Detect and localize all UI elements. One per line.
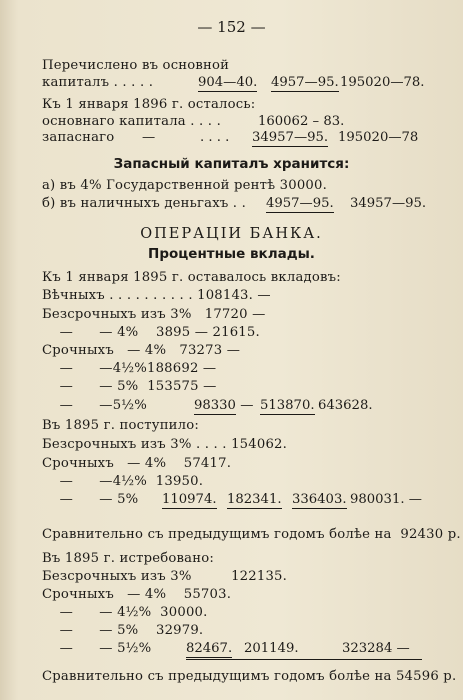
received-row: Безсрочныхъ изъ 3% . . . . 154062. <box>42 437 288 452</box>
withdrawn-last-subtotal: 201149. <box>244 641 299 656</box>
reserve-b-total: 34957—95. <box>350 196 427 211</box>
received-row: Срочныхъ — 4% 57417. <box>42 456 232 471</box>
jan1895-row: Срочныхъ — 4% 73273 — <box>42 343 241 358</box>
transfer-amount-1: 904—40. <box>198 75 258 90</box>
jan1895-header: Къ 1 января 1895 г. оставалось вкладовъ: <box>42 270 341 285</box>
withdrawn-row: — — 4½% 30000. <box>42 605 208 620</box>
received-header: Въ 1895 г. поступило: <box>42 418 200 433</box>
withdrawn-last-amount: 82467. <box>186 641 233 656</box>
jan1895-last-subtotal: 513870. <box>260 398 315 413</box>
transfer-total: 195020—78. <box>340 75 425 90</box>
comparison-withdrawn: Сравнительно съ предыдущимъ годомъ болѣе на 54596 р. <box>42 669 457 684</box>
jan1895-last-amount: 98330 <box>194 398 236 413</box>
jan1895-row: — — 5% 153575 — <box>42 379 217 394</box>
reserve-b-label: б) въ наличныхъ деньгахъ . . <box>42 196 246 211</box>
jan1895-row: — — 4% 3895 — 21615. <box>42 325 260 340</box>
jan1895-last-prefix: — —5½% <box>42 398 147 413</box>
jan1895-last-total: 643628. <box>318 398 373 413</box>
withdrawn-header: Въ 1895 г. истребовано: <box>42 551 214 566</box>
jan1895-last-dash: — <box>236 398 258 413</box>
received-last-sum: 336403. <box>292 492 347 507</box>
jan1896-row2-dots: . . . . <box>200 130 230 145</box>
transfer-line1: Перечислено въ основной <box>42 58 230 73</box>
jan1895-row: Безсрочныхъ изъ 3% 17720 — <box>42 307 266 322</box>
jan1895-row: Вѣчныхъ . . . . . . . . . . 108143. — <box>42 288 271 303</box>
withdrawn-last-prefix: — — 5½% <box>42 641 152 656</box>
received-last-amount: 110974. <box>162 492 217 507</box>
received-last-total: 980031. — <box>350 492 422 507</box>
jan1896-row1-label: основнаго капитала . . . . <box>42 114 221 129</box>
jan1896-header: Къ 1 января 1896 г. осталось: <box>42 97 256 112</box>
withdrawn-row: Срочныхъ — 4% 55703. <box>42 587 232 602</box>
received-last-prefix: — — 5% <box>42 492 139 507</box>
reserve-b-amount: 4957—95. <box>266 196 334 211</box>
withdrawn-row: Безсрочныхъ изъ 3% 122135. <box>42 569 288 584</box>
jan1895-row: — —4½%188692 — <box>42 361 217 376</box>
received-row: — —4½% 13950. <box>42 474 204 489</box>
reserve-heading: Запасный капиталъ хранится: <box>113 156 350 172</box>
jan1896-row2-total: 195020—78 <box>338 130 419 145</box>
jan1896-row2-label: запаснаго <box>42 130 115 145</box>
withdrawn-row: — — 5% 32979. <box>42 623 204 638</box>
jan1896-row2-dash: — <box>142 130 156 145</box>
page-number: — 152 — <box>197 18 266 36</box>
received-last-subtotal: 182341. <box>227 492 282 507</box>
total-rule <box>186 659 422 660</box>
withdrawn-last-total: 323284 — <box>342 641 410 656</box>
reserve-a: а) въ 4% Государственной рентѣ 30000. <box>42 178 327 193</box>
operations-subheading: Процентные вклады. <box>148 246 315 262</box>
transfer-amount-2: 4957—95. <box>271 75 339 90</box>
jan1896-row2-amount: 34957—95. <box>252 130 329 145</box>
transfer-label: капиталъ . . . . . <box>42 75 154 90</box>
operations-heading: ОПЕРАЦІИ БАНКА. <box>140 226 323 242</box>
jan1896-row1-amount: 160062 – 83. <box>258 114 345 129</box>
comparison-received: Сравнительно съ предыдущимъ годомъ болѣе на 92430 р. <box>42 527 461 542</box>
